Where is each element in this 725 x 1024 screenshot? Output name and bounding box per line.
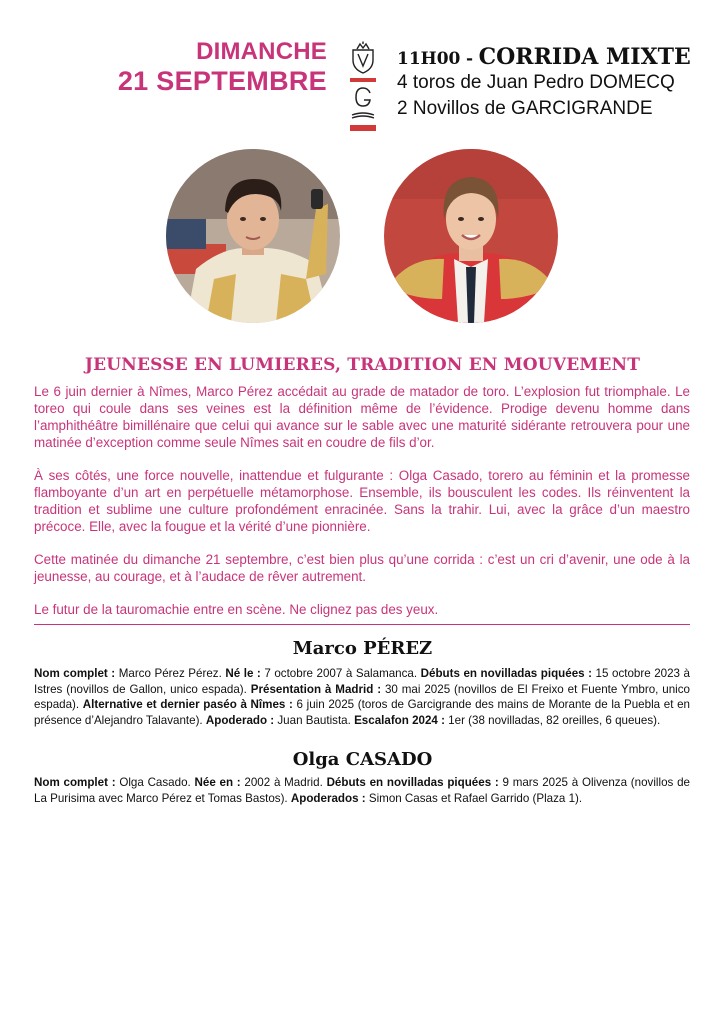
bio-label: Débuts en novilladas piquées :: [420, 667, 593, 680]
bio-name-marco-perez: Marco PÉREZ: [292, 638, 433, 659]
bio-value: 1er (38 novilladas, 82 oreilles, 6 queues).: [444, 713, 661, 727]
section-divider: [34, 624, 690, 625]
bio-value: Marco Pérez Pérez.: [115, 667, 226, 680]
portrait-marco-perez: [166, 149, 340, 323]
date-block: [118, 38, 327, 96]
event-time: 11H00: [397, 49, 461, 69]
date-day: DIMANCHE: [196, 38, 327, 65]
bio-label: Apoderados :: [290, 791, 366, 805]
bio-value: 30 mai 2025 (novillos de El Freixo et Fuente Ymbro, unico espada).: [34, 682, 690, 711]
bio-label: Escalafon 2024 :: [354, 713, 445, 727]
bio-label: Débuts en novilladas piquées :: [326, 776, 499, 789]
bio-value: Simon Casas et Rafael Garrido (Plaza 1).: [365, 791, 583, 805]
paragraph: Le 6 juin dernier à Nîmes, Marco Pérez accédait au grade de matador de toro. L’explosion fut triomphale. Le toreo qui coule dans ses veines est la définition même de l’évidence. Prodige devenu homme dans l’amphithéâtre bimillénaire que celui qui avance sur le sable avec une maturité sidérante retrouvera pour une matinée d’exception comme seule Nîmes sait en coudre de fils d’or.: [34, 384, 690, 450]
bio-value: 6 juin 2025 (toros de Garcigrande des mains de Morante de la Puebla et en présence d’Alejandro Talavante).: [34, 698, 690, 727]
event-novillos-line: 2 Novillos de GARCIGRANDE: [397, 98, 653, 119]
torero-portrait-image: [166, 149, 340, 323]
paragraph: Cette matinée du dimanche 21 septembre, c’est bien plus qu’une corrida : c’est un cri d’avenir, une ode à la jeunesse, au courage, et à l’audace de rêver autrement.: [34, 552, 690, 584]
bio-label: Alternative et dernier paséo à Nîmes :: [82, 698, 293, 711]
bio-value: Olga Casado.: [115, 776, 195, 789]
event-separator: -: [465, 49, 474, 69]
paragraph: À ses côtés, une force nouvelle, inattendue et fulgurante : Olga Casado, torero au féminin et la promesse flamboyante d’un art en perpétuelle métamorphose. Ensemble, ils bousculent les codes. Ils réinventent la tradition et sublime une culture profondément enracinée. Sans la trahir. Lui, avec la grâce d’un maestro précoce. Elle, avec la fougue et la vérité d’une pionnière.: [34, 468, 690, 534]
event-name: CORRIDA MIXTE: [478, 44, 691, 70]
bio-value: 9 mars 2025 à Olivenza (novillos de La Purisima avec Marco Pérez et Tomas Bastos).: [34, 776, 690, 805]
bio-text-marco-perez: [34, 666, 690, 728]
bio-value: 7 octobre 2007 à Salamanca.: [260, 667, 421, 680]
bio-label: Nom complet :: [34, 667, 116, 680]
bio-label: Né le :: [225, 667, 261, 680]
paragraph: Le futur de la tauromachie entre en scène. Ne clignez pas des yeux.: [34, 602, 439, 617]
event-title-line: [397, 44, 691, 70]
bio-value: 15 octobre 2023 à Istres (novillos de Gallon, unico espada).: [34, 667, 690, 696]
torera-portrait-image: [384, 149, 558, 323]
event-block: [397, 44, 691, 122]
event-bulls-line: 4 toros de Juan Pedro DOMECQ: [397, 72, 675, 93]
bio-label: Née en :: [194, 776, 241, 789]
bio-label: Nom complet :: [34, 776, 116, 789]
bio-name-olga-casado: Olga CASADO: [292, 749, 433, 770]
date-full: 21 SEPTEMBRE: [117, 66, 327, 96]
bio-value: Juan Bautista.: [274, 713, 355, 727]
article-body: [34, 383, 690, 634]
bio-label: Apoderado :: [205, 713, 275, 727]
bio-text-olga-casado: [34, 775, 690, 806]
bio-value: 2002 à Madrid.: [240, 776, 327, 789]
portrait-olga-casado: [384, 149, 558, 323]
ganaderia-emblem-icon: [348, 41, 378, 133]
bio-label: Présentation à Madrid :: [250, 682, 382, 696]
article-headline: JEUNESSE EN LUMIERES, TRADITION EN MOUVEMENT: [84, 355, 641, 375]
